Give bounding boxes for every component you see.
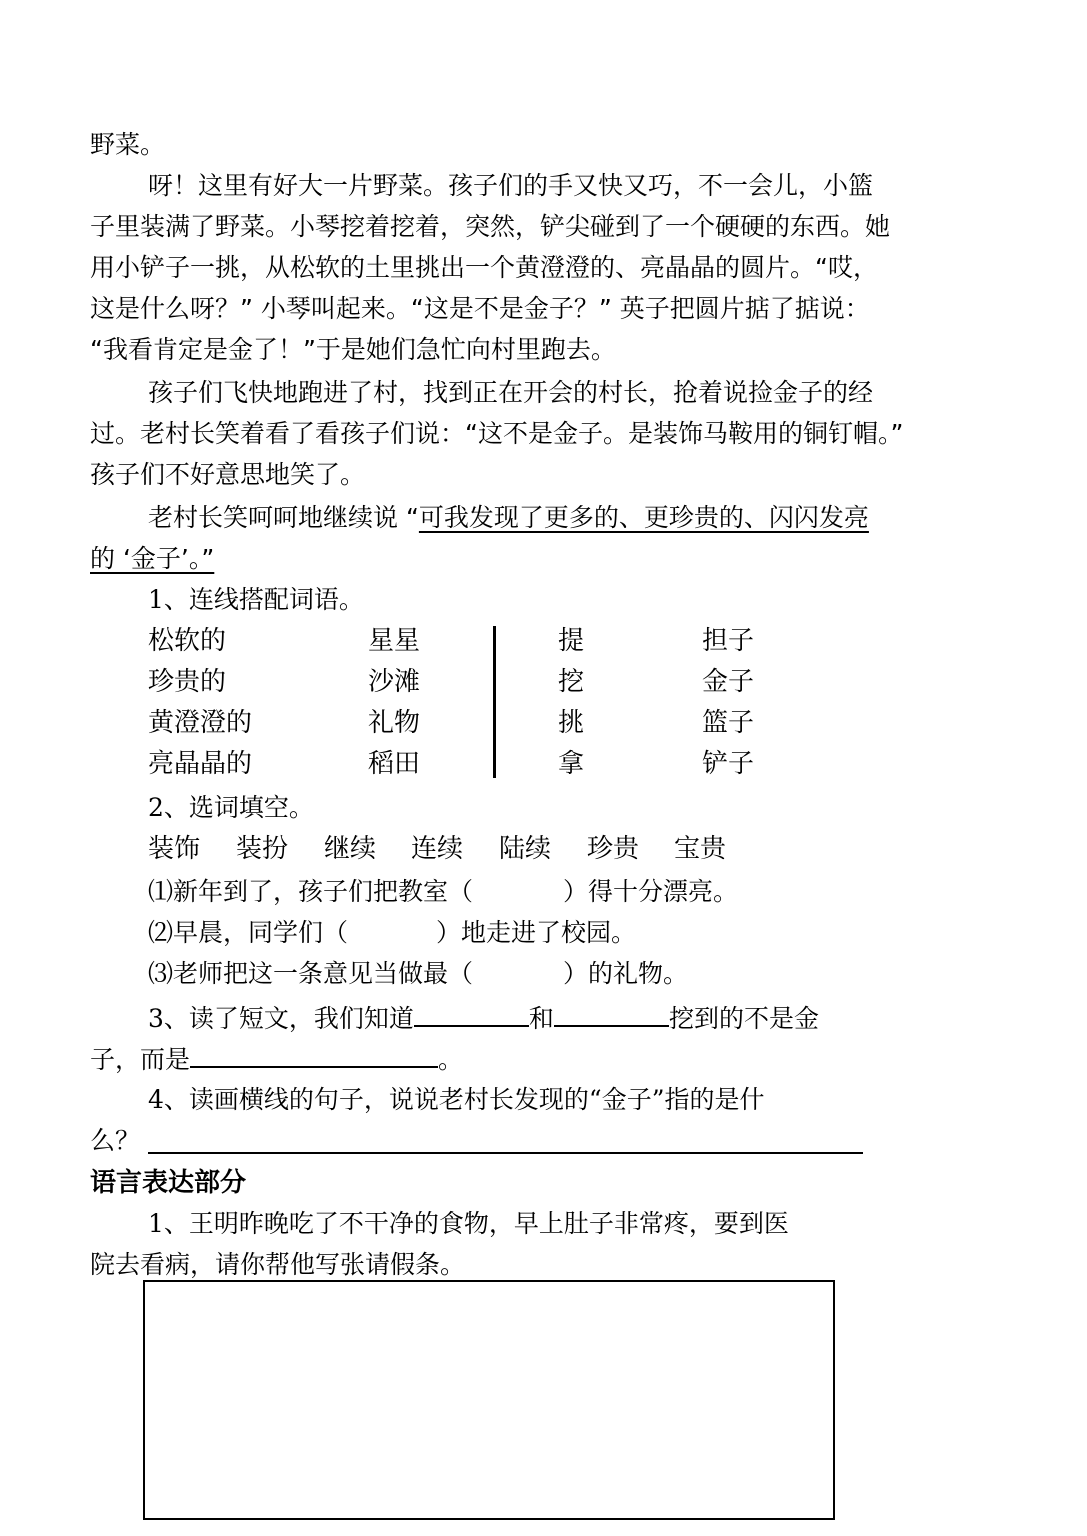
question-text: 子，而是 [90, 1045, 191, 1074]
column-divider [493, 626, 496, 778]
word-choice: 继续 [324, 834, 377, 864]
question-4: 4、读画横线的句子，说说老村长发现的“金子”指的是什 [148, 1085, 765, 1114]
sentence-text: ）的礼物。 [563, 959, 689, 988]
passage-line: 野菜。 [90, 130, 166, 159]
word-choice: 珍贵 [587, 834, 640, 864]
sentence-text: ）地走进了校园。 [436, 918, 637, 947]
fill-sentence-2 [148, 913, 948, 953]
word-choice: 陆续 [499, 834, 552, 864]
answer-blank[interactable] [190, 1038, 438, 1068]
writing-prompt: 1、王明昨晚吃了不干净的食物，早上肚子非常疼，要到医 [148, 1209, 789, 1238]
passage-line [148, 498, 948, 538]
match-word[interactable]: 松软的 [148, 626, 227, 656]
fill-sentence-3 [148, 954, 948, 994]
passage-line: “我看肯定是金了！”于是她们急忙向村里跑去。 [90, 335, 616, 364]
match-word[interactable]: 亮晶晶的 [148, 749, 253, 779]
word-choice: 装扮 [236, 834, 289, 864]
answer-line[interactable] [148, 1152, 863, 1154]
question-2-label: 2、选词填空。 [148, 793, 314, 822]
question-1-label: 1、连线搭配词语。 [148, 585, 364, 614]
passage-line: 用小铲子一挑，从松软的土里挑出一个黄澄澄的、亮晶晶的圆片。“哎， [90, 253, 878, 282]
word-choice: 装饰 [148, 834, 201, 864]
question-text: 。 [438, 1045, 464, 1074]
word-choice: 连续 [411, 834, 464, 864]
answer-blank[interactable] [554, 997, 669, 1027]
match-word[interactable]: 铲子 [702, 749, 755, 779]
match-word[interactable]: 沙滩 [368, 667, 421, 697]
match-word[interactable]: 金子 [702, 667, 755, 697]
match-word[interactable]: 稻田 [368, 749, 421, 779]
sentence-text: ⑶老师把这一条意见当做最（ [148, 959, 474, 988]
fill-sentence-1 [148, 872, 948, 912]
question-text: 3、读了短文，我们知道 [148, 1004, 414, 1033]
writing-prompt-cont: 院去看病，请你帮他写张请假条。 [90, 1250, 466, 1279]
match-word[interactable]: 拿 [558, 749, 585, 779]
passage-text: 老村长笑呵呵地继续说 “ [148, 503, 419, 532]
question-3 [148, 997, 948, 1039]
answer-blank[interactable] [414, 997, 529, 1027]
question-text: 和 [528, 1004, 554, 1033]
passage-line: 呀！这里有好大一片野菜。孩子们的手又快又巧，不一会儿，小篮 [148, 171, 874, 200]
question-text: 挖到的不是金 [668, 1004, 819, 1033]
underlined-sentence: 可我发现了更多的、更珍贵的、闪闪发亮 [418, 503, 869, 532]
match-word[interactable]: 星星 [368, 626, 421, 656]
question-4-cont: 么？ [90, 1126, 141, 1155]
match-word[interactable]: 提 [558, 626, 585, 656]
passage-line: 过。老村长笑着看了看孩子们说：“这不是金子。是装饰马鞍用的铜钉帽。” [90, 419, 904, 448]
passage-line: 子里装满了野菜。小琴挖着挖着，突然，铲尖碰到了一个硬硬的东西。她 [90, 212, 891, 241]
question-3-cont [90, 1038, 890, 1080]
passage-line: 孩子们飞快地跑进了村，找到正在开会的村长，抢着说捡金子的经 [148, 378, 874, 407]
match-word[interactable]: 礼物 [368, 708, 421, 738]
section-heading: 语言表达部分 [90, 1168, 247, 1198]
match-word[interactable]: 担子 [702, 626, 755, 656]
writing-answer-box[interactable] [143, 1280, 835, 1520]
passage-line: 孩子们不好意思地笑了。 [90, 460, 366, 489]
match-word[interactable]: 挖 [558, 667, 585, 697]
sentence-text: ⑵早晨，同学们（ [148, 918, 349, 947]
word-choice: 宝贵 [674, 834, 727, 864]
passage-line: 这是什么呀？” 小琴叫起来。“这是不是金子？” 英子把圆片掂了掂说： [90, 294, 870, 323]
match-word[interactable]: 黄澄澄的 [148, 708, 253, 738]
sentence-text: ⑴新年到了，孩子们把教室（ [148, 877, 474, 906]
sentence-text: ）得十分漂亮。 [563, 877, 739, 906]
underlined-sentence: 的 ‘金子’。” [90, 544, 215, 573]
match-word[interactable]: 珍贵的 [148, 667, 227, 697]
match-word[interactable]: 挑 [558, 708, 585, 738]
match-word[interactable]: 篮子 [702, 708, 755, 738]
passage-line [90, 539, 890, 579]
